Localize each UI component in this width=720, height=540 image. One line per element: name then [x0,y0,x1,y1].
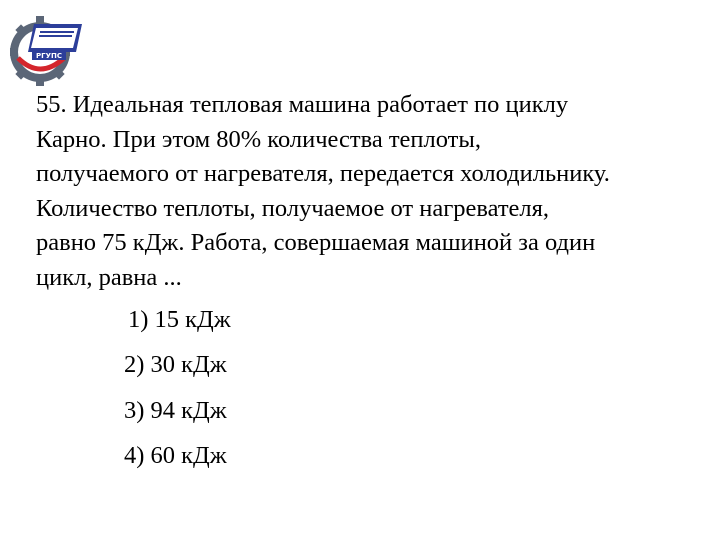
question-line: 55. Идеальная тепловая машина работает по циклу [36,91,569,118]
answer-option-1: 1) 15 кДж [128,306,231,333]
question-line: равно 75 кДж. Работа, совершаемая машиной за один [36,229,596,256]
question-line: получаемого от нагревателя, передается холодильнику. [36,160,610,187]
question-text [36,88,706,295]
rgups-emblem-icon [6,6,88,86]
logo-text: РГУПС [36,52,62,60]
answer-option-4: 4) 60 кДж [124,442,227,469]
question-line: цикл, равна ... [36,263,182,291]
answer-option-3: 3) 94 кДж [124,397,227,424]
answer-option-2: 2) 30 кДж [124,351,227,378]
rgups-logo [6,6,88,86]
question-line: Количество теплоты, получаемое от нагревателя, [36,194,550,222]
question-line: Карно. При этом 80% количества теплоты, [36,125,481,153]
